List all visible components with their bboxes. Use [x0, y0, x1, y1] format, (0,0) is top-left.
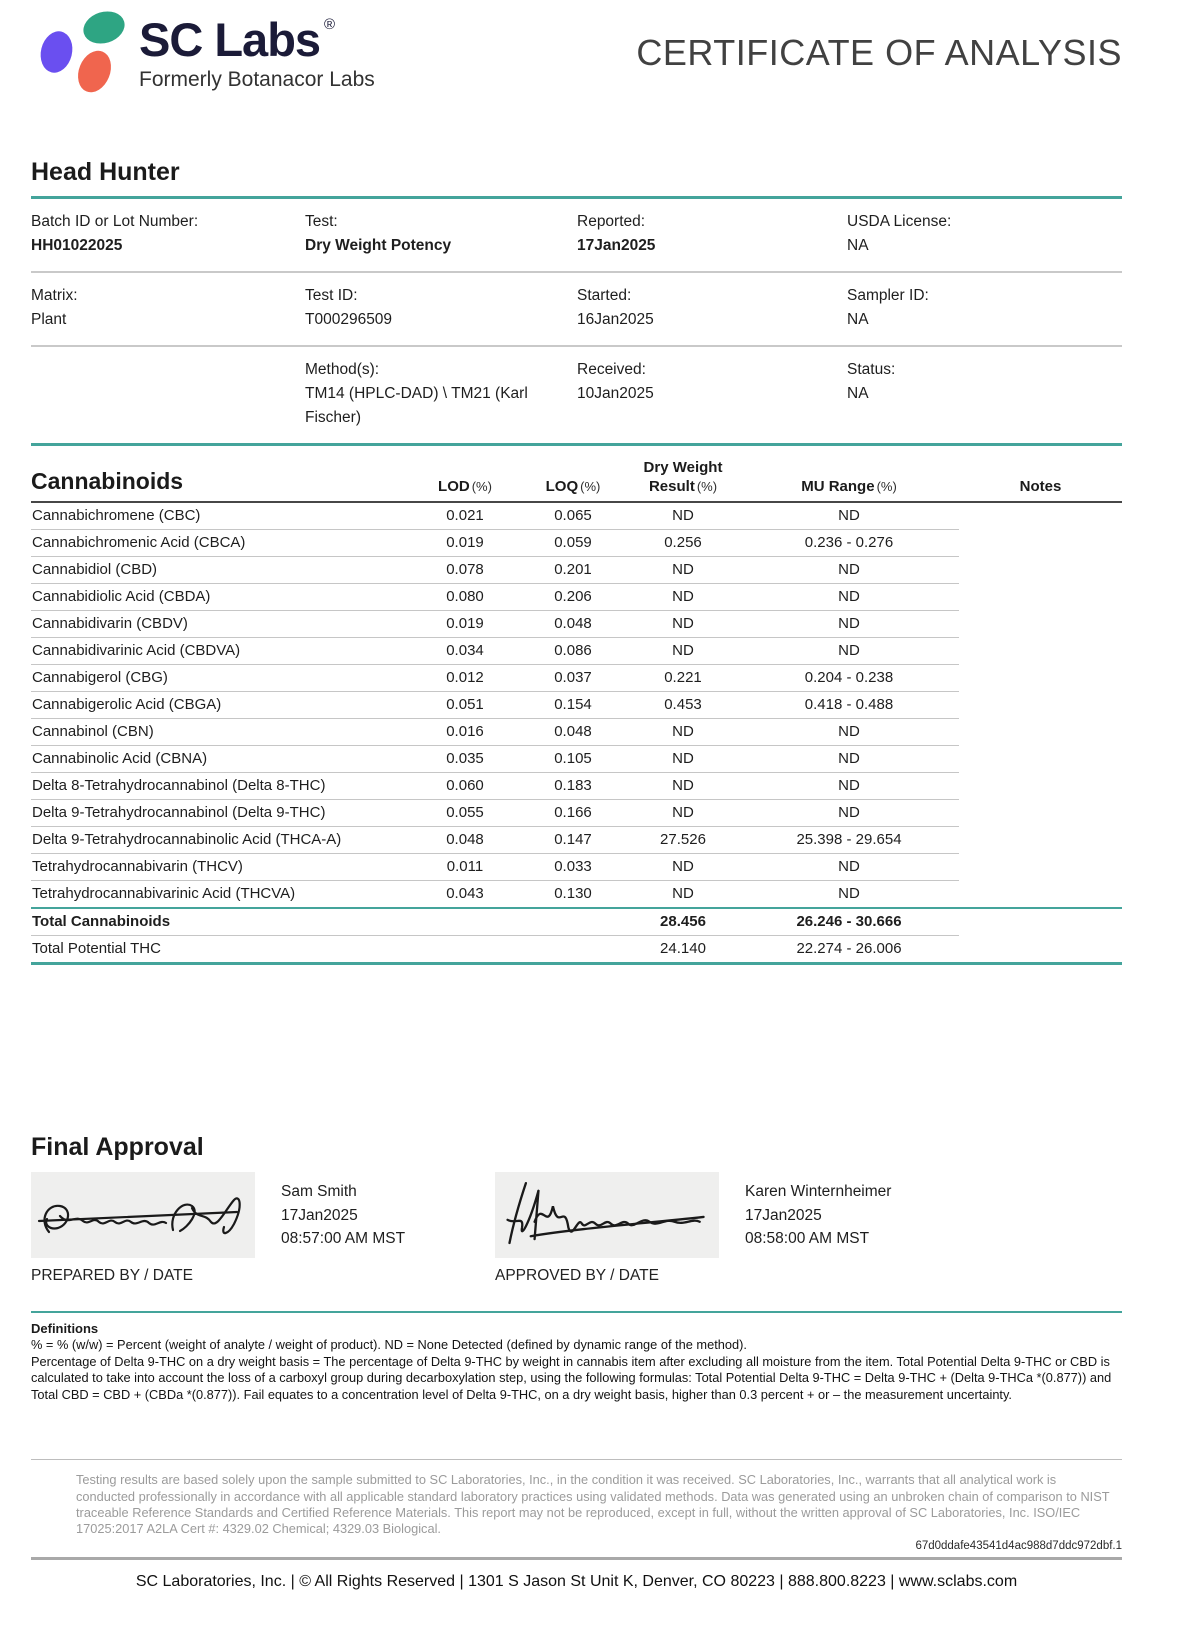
footer-contact-line: SC Laboratories, Inc. | © All Rights Reserved | 1301 S Jason St Unit K, Denver, CO 80223 | 888.800.8223 | www.sclabs.com	[135, 1573, 1018, 1591]
table-row: Delta 9-Tetrahydrocannabinol (Delta 9-THC) 0.055 0.166 ND ND	[31, 800, 1122, 827]
final-approval-title: Final Approval	[31, 1133, 204, 1161]
table-row: Cannabidivarin (CBDV) 0.019 0.048 ND ND	[31, 611, 1122, 638]
approved-by-block	[495, 1172, 891, 1285]
approved-signature-image	[495, 1172, 719, 1258]
info-cell-matrix: Matrix: Plant	[31, 287, 78, 328]
notes-cell	[959, 881, 1122, 909]
sc-labs-logo-icon	[31, 8, 123, 100]
approved-by-label: APPROVED BY / DATE	[495, 1267, 659, 1284]
definitions-paragraph: Percentage of Delta 9-THC on a dry weight basis = The percentage of Delta 9-THC by weight in cannabis item after excluding all moisture from the item. Total Potential Delta 9-THC or CBD is calculated to take into account the loss of a carboxyl group during decarboxylation step, using the following formulas: Total Potential Delta 9-THC = Delta 9-THC + (Delta 9-THCa *(0.877)) and Total CBD = CBD + (CBDa *(0.877)). Fail equates to a concentration level of Delta 9-THC, on a dry weight basis, higher than 0.3 percent + or – the measurement uncertainty.	[31, 1353, 1112, 1402]
analyte-name: Delta 8-Tetrahydrocannabinol (Delta 8-THC)	[31, 773, 411, 800]
info-cell-usda-license: USDA License: NA	[847, 213, 952, 254]
info-cell-received: Received: 10Jan2025	[577, 361, 654, 402]
approved-name: Karen Winternheimer	[745, 1183, 892, 1200]
table-row: Cannabidiolic Acid (CBDA) 0.080 0.206 ND ND	[31, 584, 1122, 611]
notes-cell	[959, 773, 1122, 800]
prepared-signature-meta	[281, 1172, 405, 1258]
logo-oval-green-icon	[79, 7, 128, 49]
column-header-result: Dry Weight Result (%)	[627, 458, 739, 502]
analyte-name: Cannabichromene (CBC)	[31, 502, 411, 530]
approved-signature-meta	[745, 1172, 891, 1258]
notes-cell	[959, 638, 1122, 665]
analyte-name: Delta 9-Tetrahydrocannabinol (Delta 9-THC)	[31, 800, 411, 827]
notes-cell	[959, 936, 1122, 964]
cannabinoids-table	[31, 458, 1122, 965]
brand-tagline: Formerly Botanacor Labs	[139, 68, 375, 91]
table-row: Tetrahydrocannabivarinic Acid (THCVA) 0.043 0.130 ND ND	[31, 881, 1122, 909]
analyte-name: Tetrahydrocannabivarin (THCV)	[31, 854, 411, 881]
notes-cell	[959, 611, 1122, 638]
total-label: Total Cannabinoids	[31, 908, 411, 936]
total-potential-thc-row: Total Potential THC 24.140 22.274 - 26.006	[31, 936, 1122, 964]
notes-cell	[959, 719, 1122, 746]
report-hash: 67d0ddafe43541d4ac988d7ddc972dbf.1	[915, 1540, 1122, 1553]
prepared-date: 17Jan2025	[281, 1206, 358, 1224]
notes-cell	[959, 692, 1122, 719]
analyte-name: Delta 9-Tetrahydrocannabinolic Acid (THCA-A)	[31, 827, 411, 854]
notes-cell	[959, 908, 1122, 936]
notes-cell	[959, 665, 1122, 692]
definitions-title: Definitions	[31, 1321, 99, 1336]
approved-time: 08:58:00 AM MST	[745, 1230, 870, 1247]
prepared-time: 08:57:00 AM MST	[281, 1230, 406, 1247]
info-cell-status: Status: NA	[847, 361, 896, 402]
analyte-name: Cannabidivarinic Acid (CBDVA)	[31, 638, 411, 665]
table-row: Tetrahydrocannabivarin (THCV) 0.011 0.033 ND ND	[31, 854, 1122, 881]
table-row: Cannabidivarinic Acid (CBDVA) 0.034 0.086 ND ND	[31, 638, 1122, 665]
info-cell-batch: Batch ID or Lot Number: HH01022025	[31, 213, 199, 254]
header	[31, 8, 1122, 104]
section-title: Cannabinoids	[31, 468, 184, 494]
table-row: Cannabichromene (CBC) 0.021 0.065 ND ND	[31, 502, 1122, 530]
table-row: Cannabinol (CBN) 0.016 0.048 ND ND	[31, 719, 1122, 746]
notes-cell	[959, 854, 1122, 881]
analyte-name: Tetrahydrocannabivarinic Acid (THCVA)	[31, 881, 411, 909]
column-header-notes: Notes	[959, 458, 1122, 502]
notes-cell	[959, 584, 1122, 611]
approved-date: 17Jan2025	[745, 1206, 822, 1224]
table-row: Cannabigerol (CBG) 0.012 0.037 0.221 0.204 - 0.238	[31, 665, 1122, 692]
prepared-by-label: PREPARED BY / DATE	[31, 1267, 193, 1284]
info-cell-test-id: Test ID: T000296509	[305, 287, 393, 328]
analyte-name: Cannabidivarin (CBDV)	[31, 611, 411, 638]
column-header-lod: LOD (%)	[411, 458, 519, 502]
analyte-name: Cannabidiolic Acid (CBDA)	[31, 584, 411, 611]
analyte-name: Cannabinol (CBN)	[31, 719, 411, 746]
registered-mark: ®	[324, 16, 336, 33]
prepared-name: Sam Smith	[281, 1183, 357, 1200]
disclaimer-section	[31, 1459, 1122, 1537]
definitions-line1: % = % (w/w) = Percent (weight of analyte / weight of product). ND = None Detected (defined by dynamic range of the method).	[31, 1337, 747, 1352]
sample-info-grid	[31, 196, 1122, 446]
brand-name: SC Labs	[139, 13, 321, 66]
info-cell-methods: Method(s): TM14 (HPLC-DAD) \ TM21 (Karl Fischer)	[305, 361, 528, 426]
info-cell-reported: Reported: 17Jan2025	[577, 213, 656, 254]
table-row: Delta 9-Tetrahydrocannabinolic Acid (THCA-A) 0.048 0.147 27.526 25.398 - 29.654	[31, 827, 1122, 854]
notes-cell	[959, 502, 1122, 530]
disclaimer-text: Testing results are based solely upon the sample submitted to SC Laboratories, Inc., in the condition it was received. SC Laboratories, Inc., warrants that all analytical work is conducted professionally in accordance with all applicable standard laboratory practices using validated methods. Data was generated using an unbroken chain of comparison to NIST traceable Reference Standards and Certified Reference Materials. This report may not be reproduced, except in full, without the written approval of SC Laboratories, Inc. ISO/IEC 17025:2017 A2LA Cert #: 4329.02 Chemical; 4329.03 Biological.	[76, 1472, 1110, 1536]
info-cell-empty	[31, 347, 305, 443]
notes-cell	[959, 800, 1122, 827]
info-cell-test: Test: Dry Weight Potency	[305, 213, 452, 254]
logo-text	[139, 8, 375, 104]
analyte-name: Cannabidiol (CBD)	[31, 557, 411, 584]
notes-cell	[959, 557, 1122, 584]
table-row: Delta 8-Tetrahydrocannabinol (Delta 8-THC) 0.060 0.183 ND ND	[31, 773, 1122, 800]
info-row	[31, 199, 1122, 273]
notes-cell	[959, 827, 1122, 854]
analyte-name: Cannabinolic Acid (CBNA)	[31, 746, 411, 773]
logo-oval-coral-icon	[72, 46, 117, 97]
sample-name: Head Hunter	[31, 158, 180, 186]
section-title-cell	[31, 458, 411, 502]
total-label: Total Potential THC	[31, 936, 411, 964]
table-header-row	[31, 458, 1122, 502]
notes-cell	[959, 746, 1122, 773]
table-row: Cannabichromenic Acid (CBCA) 0.019 0.059 0.256 0.236 - 0.276	[31, 530, 1122, 557]
document-title: CERTIFICATE OF ANALYSIS	[636, 32, 1122, 73]
table-row: Cannabidiol (CBD) 0.078 0.201 ND ND	[31, 557, 1122, 584]
prepared-by-block	[31, 1172, 495, 1285]
analyte-name: Cannabichromenic Acid (CBCA)	[31, 530, 411, 557]
signature-row	[31, 1172, 1122, 1285]
notes-cell	[959, 530, 1122, 557]
analyte-name: Cannabigerol (CBG)	[31, 665, 411, 692]
column-header-mu-range: MU Range (%)	[739, 458, 959, 502]
info-cell-sampler-id: Sampler ID: NA	[847, 287, 929, 328]
table-row: Cannabinolic Acid (CBNA) 0.035 0.105 ND ND	[31, 746, 1122, 773]
info-row	[31, 347, 1122, 446]
prepared-signature-image	[31, 1172, 255, 1258]
logo-oval-purple-icon	[36, 28, 76, 76]
info-row	[31, 273, 1122, 347]
total-cannabinoids-row: Total Cannabinoids 28.456 26.246 - 30.666	[31, 908, 1122, 936]
analyte-name: Cannabigerolic Acid (CBGA)	[31, 692, 411, 719]
column-header-loq: LOQ (%)	[519, 458, 627, 502]
definitions-section	[31, 1311, 1122, 1403]
info-cell-started: Started: 16Jan2025	[577, 287, 654, 328]
table-row: Cannabigerolic Acid (CBGA) 0.051 0.154 0.453 0.418 - 0.488	[31, 692, 1122, 719]
sc-labs-logo	[31, 8, 375, 104]
